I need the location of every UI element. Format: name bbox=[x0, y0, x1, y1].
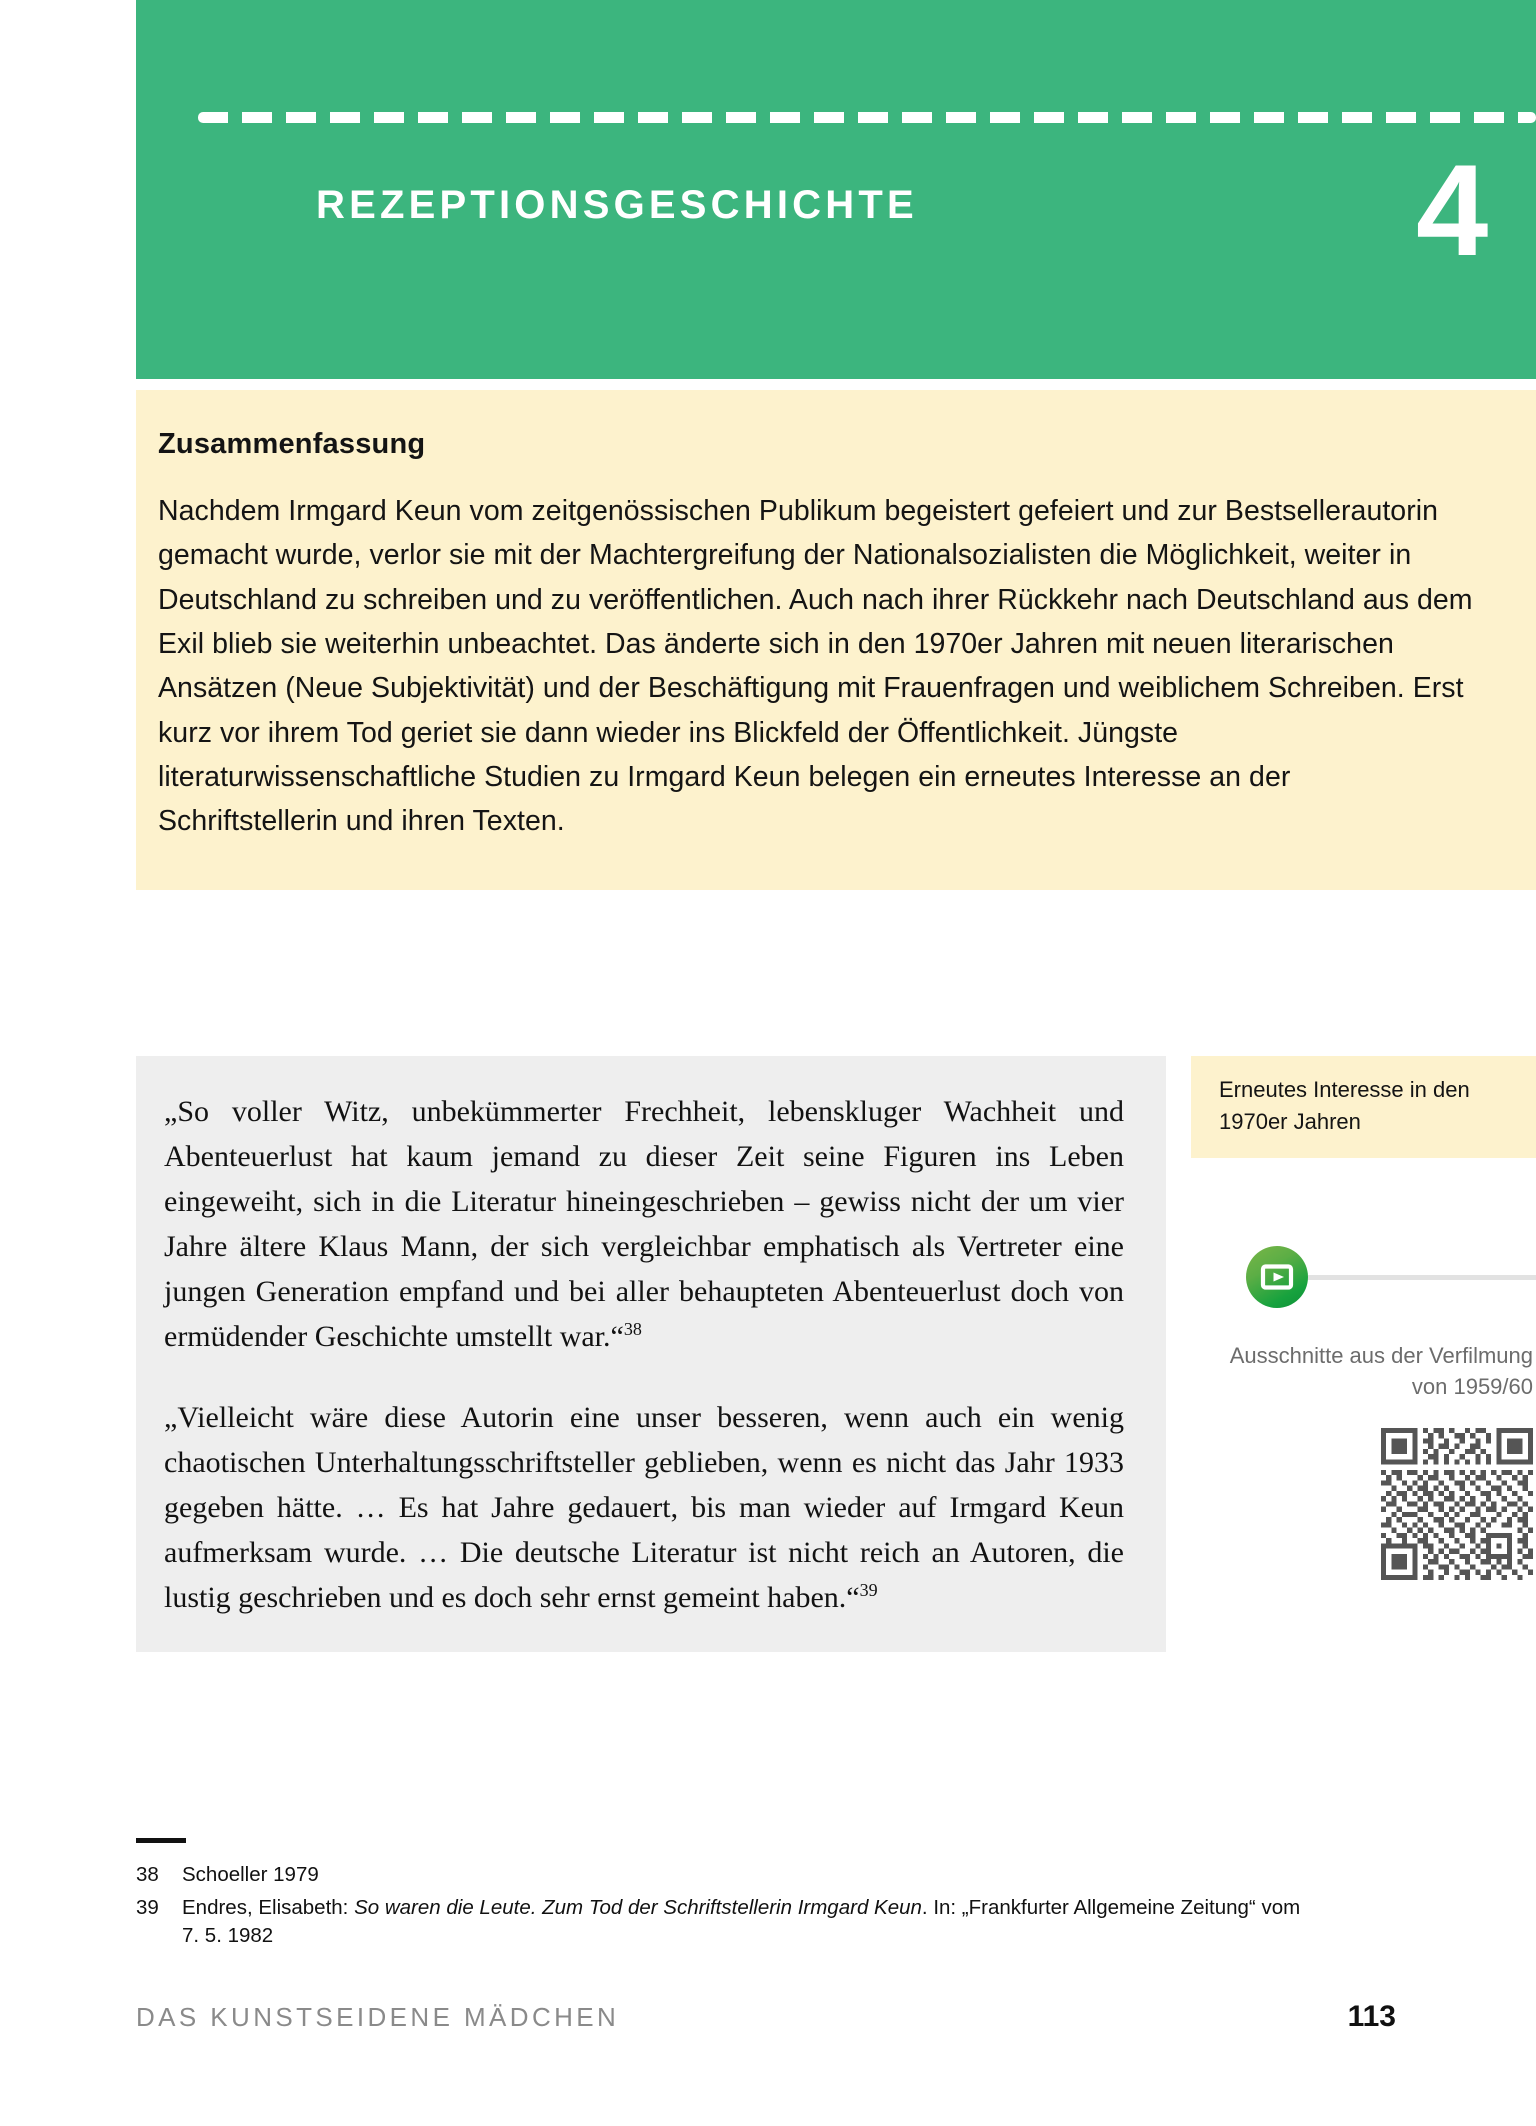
margin-note: Erneutes Interesse in den 1970er Jahren bbox=[1191, 1056, 1536, 1158]
media-caption: Ausschnitte aus der Verfilmung von 1959/60 bbox=[1229, 1342, 1533, 1400]
quote-first-footnote-ref[interactable]: 38 bbox=[623, 1319, 642, 1339]
media-block[interactable] bbox=[1191, 1246, 1536, 1358]
chapter-title: REZEPTIONSGESCHICHTE bbox=[316, 183, 918, 227]
summary-text: Nachdem Irmgard Keun vom zeitgenössischen Publikum begeistert gefeiert und zur Bestsellerautorin gemacht wurde, verlor sie mit der Machtergreifung der Nationalsozialisten die Möglichkeit, weiter in Deutschland zu schreiben und zu veröffentlichen. Auch nach ihrer Rückkehr nach Deutschland aus dem Exil blieb sie weiterhin unbeachtet. Das änderte sich in den 1970er Jahren mit neuen literarischen Ansätzen (Neue Subjektivität) und der Beschäftigung mit Frauenfragen und weiblichem Schreiben. Erst kurz vor ihrem Tod geriet sie dann wieder ins Blickfeld der Öffentlichkeit. Jüngste literaturwissenschaftliche Studien zu Irmgard Keun belegen ein erneutes Interesse an der Schriftstellerin und ihren Texten. bbox=[158, 495, 1473, 838]
footnote-item bbox=[136, 1861, 1316, 1890]
summary-heading: Zusammenfassung bbox=[158, 428, 426, 460]
footnote-list bbox=[136, 1861, 1316, 1951]
quote-second bbox=[164, 1395, 1124, 1620]
quote-first-text: „So voller Witz, unbekümmerter Frechheit, lebenskluger Wachheit und Abenteuerlust hat kaum jemand zu dieser Zeit seine Figuren ins Leben eingeweiht, sich in die Literatur hineingeschrieben – gewiss nicht der um vier Jahre ältere Klaus Mann, der sich vergleichbar emphatisch als Vertreter eine jungen Generation empfand und bei aller behaupteten Abenteuerlust doch von ermüdender Geschichte umstellt war.“ bbox=[164, 1095, 1124, 1353]
footnote-item bbox=[136, 1894, 1316, 1951]
quote-second-text: „Vielleicht wäre diese Autorin eine unser besseren, wenn auch ein wenig chaotischen Unterhaltungsschriftsteller geblieben, wenn es nicht das Jahr 1933 gegeben hätte. … Es hat Jahre gedauert, bis man wieder auf Irmgard Keun aufmerksam wurde. … Die deutsche Literatur ist nicht reich an Autoren, die lustig geschrieben und es doch sehr ernst gemeint haben.“ bbox=[164, 1401, 1124, 1614]
qr-code[interactable] bbox=[1381, 1428, 1533, 1580]
media-connector-line bbox=[1308, 1275, 1536, 1280]
page-footer bbox=[136, 2000, 1396, 2034]
footnote-number: 38 bbox=[136, 1863, 159, 1886]
footnote-number: 39 bbox=[136, 1895, 159, 1919]
chapter-number: 4 bbox=[1416, 137, 1489, 283]
footnote-text: Schoeller 1979 bbox=[182, 1863, 319, 1886]
chapter-header-band bbox=[136, 0, 1536, 379]
quote-first bbox=[164, 1089, 1124, 1359]
quote-block bbox=[136, 1056, 1166, 1652]
qr-code-wrapper[interactable] bbox=[1191, 1428, 1536, 1580]
dashed-rule bbox=[198, 112, 1536, 123]
margin-column bbox=[1191, 1056, 1536, 1580]
footnote-text: Endres, Elisabeth: So waren die Leute. Zum Tod der Schriftstellerin Irmgard Keun. In: „Frankfurter Allgemeine Zeitung“ vom 7. 5. 1982 bbox=[182, 1895, 1301, 1948]
footnotes bbox=[136, 1838, 1316, 1955]
quote-second-footnote-ref[interactable]: 39 bbox=[859, 1580, 878, 1600]
video-play-icon[interactable] bbox=[1246, 1246, 1308, 1308]
footer-page-number: 113 bbox=[1347, 2000, 1396, 2033]
footnote-separator-rule bbox=[136, 1838, 186, 1843]
footer-book-title: DAS KUNSTSEIDENE MÄDCHEN bbox=[136, 2002, 620, 2032]
summary-box bbox=[136, 390, 1536, 890]
